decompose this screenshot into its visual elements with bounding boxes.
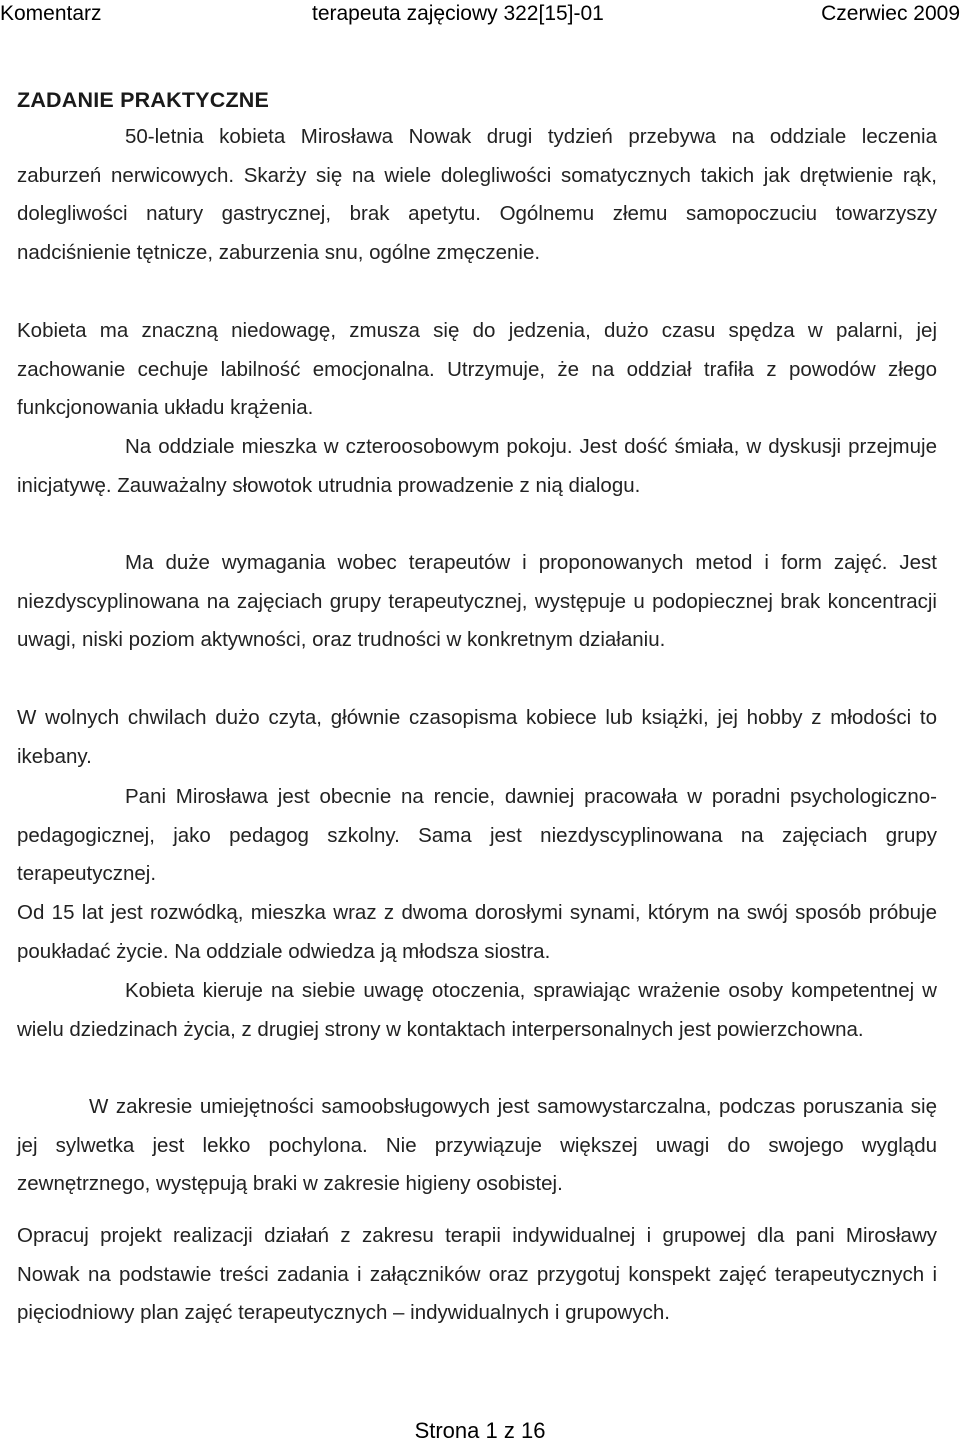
- header-right-date: Czerwiec 2009: [821, 2, 960, 25]
- task-paragraph: Kobieta ma znaczną niedowagę, zmusza się do jedzenia, dużo czasu spędza w palarni, jej zachowanie cechuje labilność emocjonalna. Utrzymuje, że na oddział trafiła z powodów złego funkcjonowania układu krążenia.: [17, 319, 937, 420]
- task-title: ZADANIE PRAKTYCZNE: [17, 88, 270, 112]
- header-center-label: terapeuta zajęciowy 322[15]-01: [312, 2, 604, 25]
- task-paragraph: 50-letnia kobieta Mirosława Nowak drugi tydzień przebywa na oddziale leczenia zaburzeń nerwicowych. Skarży się na wiele dolegliwości somatycznych takich jak drętwienie rąk, dolegliwości natury gastrycznej, brak apetytu. Ogólnemu złemu samopoczuciu towarzyszy nadciśnienie tętnicze, zaburzenia snu, ogólne zmęczenie.: [17, 125, 937, 264]
- task-paragraph: Od 15 lat jest rozwódką, mieszka wraz z dwoma dorosłymi synami, którym na swój sposób próbuje poukładać życie. Na oddziale odwiedza ją młodsza siostra.: [17, 901, 937, 963]
- task-instruction: Opracuj projekt realizacji działań z zakresu terapii indywidualnej i grupowej dla pani Mirosławy Nowak na podstawie treści zadania i załączników oraz przygotuj konspekt zajęć terapeutycznych i pięciodniowy plan zajęć terapeutycznych – indywidualnych i grupowych.: [17, 1224, 937, 1325]
- task-paragraph: Pani Mirosława jest obecnie na rencie, dawniej pracowała w poradni psychologiczno-pedagogicznej, jako pedagog szkolny. Sama jest niezdyscyplinowana na zajęciach grupy terapeutycznej.: [17, 785, 937, 886]
- task-paragraph: Na oddziale mieszka w czteroosobowym pokoju. Jest dość śmiała, w dyskusji przejmuje inicjatywę. Zauważalny słowotok utrudnia prowadzenie z nią dialogu.: [17, 435, 937, 497]
- task-paragraph: Kobieta kieruje na siebie uwagę otoczenia, sprawiając wrażenie osoby kompetentnej w wielu dziedzinach życia, z drugiej strony w kontaktach interpersonalnych jest powierzchowna.: [17, 979, 937, 1041]
- scanned-task-page: [0, 52, 960, 1397]
- task-paragraph: W zakresie umiejętności samoobsługowych jest samowystarczalna, podczas poruszania się jej sylwetka jest lekko pochylona. Nie przywiązuje większej uwagi do swojego wyglądu zewnętrznego, występują braki w zakresie higieny osobistej.: [17, 1095, 937, 1196]
- page-number: Strona 1 z 16: [414, 1418, 546, 1443]
- task-paragraph: Ma duże wymagania wobec terapeutów i proponowanych metod i form zajęć. Jest niezdyscyplinowana na zajęciach grupy terapeutycznej, występuje u podopiecznej brak koncentracji uwagi, niski poziom aktywności, oraz trudności w konkretnym działaniu.: [17, 551, 937, 652]
- task-paragraph: W wolnych chwilach dużo czyta, głównie czasopisma kobiece lub książki, jej hobby z młodości to ikebany.: [17, 706, 937, 768]
- header-left-label: Komentarz: [0, 2, 102, 25]
- page-header: [0, 0, 960, 30]
